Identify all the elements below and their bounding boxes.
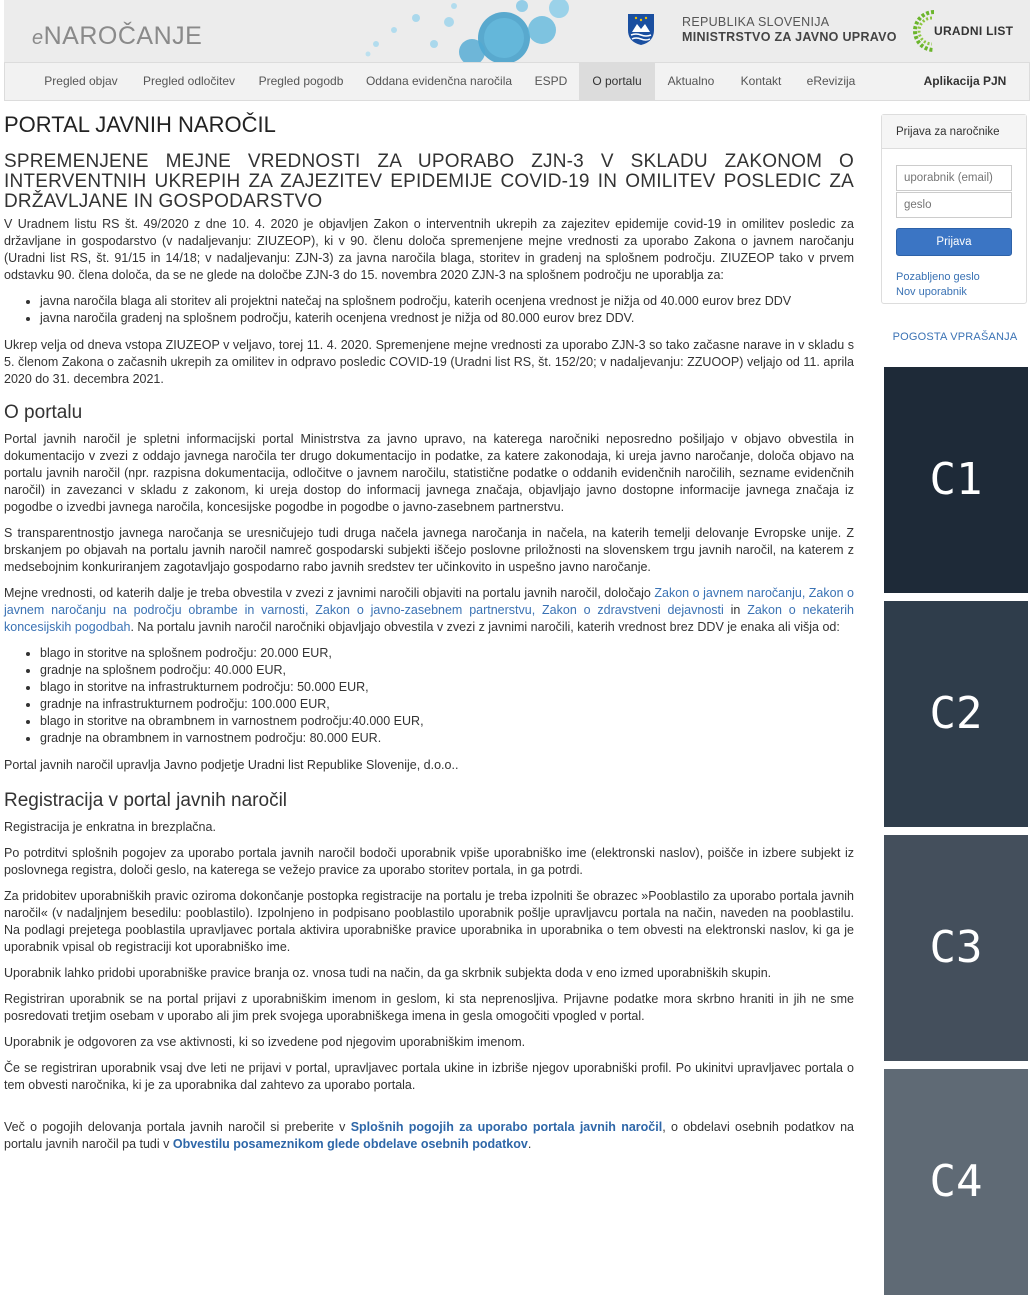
forgot-password-link[interactable]: Pozabljeno geslo (896, 271, 980, 283)
banner-c3[interactable]: C3 (884, 835, 1028, 1061)
username-input[interactable] (896, 165, 1012, 191)
registration-paragraph-6: Uporabnik je odgovoren za vse aktivnosti, ki so izvedene pod njegovim uporabniškim imenom. (4, 1035, 526, 1049)
about-paragraph-1: Portal javnih naročil je spletni informacijski portal Ministrstva za javno upravo, na katerega naročniki neposredno pošiljajo v objavo obvestila in dokumentacijo v zvezi z oddajo javnega naročila ter drugo dokumentacijo in podatke, za katere zakonodaja, ki ureja javno naročanje, določa objavo na portalu javnih naročil (npr. razpisna dokumentacija, odločitve o javnem naročilu, statistične podatke o oddanih evidenčnih naročilih, sezname evidenčnih naročil) in zavezanci v skladu z zakonom, ki ureja dostop do informacij javnega značaja, objavljajo javno dostopne informacije javnega značaja iz pogodbe o izvedbi javnega naročila, koncesijske pogodbe in pogodbe o javno-zasebnem partnerstvu. (4, 432, 854, 514)
nav-kontakt[interactable]: Kontakt (740, 74, 782, 88)
about-heading: O portalu (4, 402, 83, 423)
list-item: • javna naročila blaga ali storitev ali projektni natečaj na splošnem področju, katerih ocenjena vrednost je nižja od 40.000 eurov brez DDV (40, 293, 854, 310)
nav-erevizija[interactable]: eRevizija (806, 74, 856, 88)
notice-paragraph-2: Ukrep velja od dneva vstopa ZIUZEOP v veljavo, torej 11. 4. 2020. Spremenjene mejne vrednosti za uporabo ZJN-3 so tako začasne narave in v skladu s 5. členom Zakona o začasnih ukrepih za omilitev in odpravo posledic COVID-19 (Uradni list RS, št. 152/20; v nadaljevanju: ZZUOOP) veljajo od 11. aprila 2020 do 31. decembra 2021. (4, 338, 854, 386)
slovenia-crest-icon (626, 12, 656, 46)
nav-oddana-evidencna-narocila[interactable]: Oddana evidenčna naročila (365, 74, 513, 88)
nav-pregled-odlocitev[interactable]: Pregled odločitev (142, 74, 236, 88)
nav-aktualno[interactable]: Aktualno (667, 74, 715, 88)
registration-heading: Registracija v portal javnih naročil (4, 790, 288, 811)
registration-paragraph-1: Registracija je enkratna in brezplačna. (4, 820, 216, 834)
login-panel (881, 114, 1027, 304)
list-item: • gradnje na splošnem področju: 40.000 EUR, (40, 662, 854, 679)
registration-paragraph-7: Če se registriran uporabnik vsaj dve leti ne prijavi v portal, upravljavec portala ukine in izbriše njegov uporabniški profil. Po ukinitvi upravljavec portala o tem obvesti naročnika, ki je za uporabnika dal zahtevo za uporabo portala. (4, 1061, 854, 1092)
faq-link[interactable]: POGOSTA VPRAŠANJA (892, 331, 1018, 343)
terms-link[interactable]: Splošnih pogojih za uporabo portala javnih naročil (350, 1120, 663, 1134)
concession-law-link[interactable]: Zakon o nekaterih koncesijskih pogodbah (4, 603, 855, 634)
list-item: • javna naročila gradenj na splošnem področju, katerih ocenjena vrednost je nižja od 80.000 eurov brez DDV. (40, 310, 854, 327)
nav-pregled-objav[interactable]: Pregled objav (44, 74, 118, 88)
about-paragraph-2: S transparentnostjo javnega naročanja se uresničujejo tudi druga načela javnega naročanja in načela, na katerih temelji delovanje Evropske unije. Z brskanjem po objavah na portalu javnih naročil namreč gospodarski subjekti iščejo poslovne priložnosti na slovenskem trgu javnih naročil, na katerem z medsebojnim konkuriranjem zagotavljajo gospodarno rabo javnih sredstev ter učinkovito in uspešno javno naročanje. (4, 526, 854, 574)
registration-paragraph-3: Za pridobitev uporabniških pravic oziroma dokončanje postopka registracije na portalu je treba izpolniti še obrazec »Pooblastilo za uporabo portala javnih naročil« (v nadaljnjem besedilu: pooblastilo). Izpolnjeno in podpisano pooblastilo uporabnik pošlje upravljavcu portala na način, naveden na pooblastilu. Na podlagi prejetega pooblastila upravljavec portala aktivira uporabniške pravice uporabnika in uporabnika o tem obvesti na elektronski naslov, ki ga je uporabnik vpisal ob registraciji kot uporabniško ime. (4, 889, 854, 954)
nav-pregled-pogodb[interactable]: Pregled pogodb (258, 74, 344, 88)
about-paragraph-3: Mejne vrednosti, od katerih dalje je treba obvestila v zvezi z javnimi naročili objaviti na portalu javnih naročil, določajo Zakon o javnem naročanju, Zakon o javnem naročanju na področju obrambe in varnosti, Zakon o javno-zasebnem partnerstvu, Zakon o zdravstveni dejavnosti in Zakon o nekaterih koncesijskih pogodbah. Na portalu javnih naročil naročniki objavljajo obvestila v zvezi z javnimi naročili, katerih vrednost brez DDV je enaka ali višja od: (4, 586, 855, 634)
ministry-title: REPUBLIKA SLOVENIJA MINISTRSTVO ZA JAVNO UPRAVO (682, 15, 897, 44)
list-item: • blago in storitve na infrastrukturnem področju: 50.000 EUR, (40, 679, 854, 696)
registration-paragraph-2: Po potrditvi splošnih pogojev za uporabo portala javnih naročil bodoči uporabnik vpiše uporabniško ime (elektronski naslov), poišče in izbere subjekt iz poslovnega registra, določi geslo, na katerega se vežejo pravice za uporabo storitev portala, in ga potrdi. (4, 846, 854, 877)
enarocanje-logo[interactable]: eNAROČANJE (32, 22, 203, 50)
nav-o-portalu[interactable]: O portalu (579, 63, 655, 100)
privacy-notice-link[interactable]: Obvestilu posameznikom glede obdelave osebnih podatkov (172, 1137, 528, 1151)
list-item: • blago in storitve na splošnem področju: 20.000 EUR, (40, 645, 854, 662)
registration-paragraph-5: Registriran uporabnik se na portal prijavi z uporabniškim imenom in geslom, ki sta neprenosljiva. Prijavne podatke mora skrbno hraniti in jih ne sme posredovati tretjim osebam v uporabo ali jim prek svojega uporabniškega imena in gesla omogočiti vpogled v portal. (4, 992, 854, 1023)
nav-espd[interactable]: ESPD (534, 74, 568, 88)
notice-heading: SPREMENJENE MEJNE VREDNOSTI ZA UPORABO ZJN-3 V SKLADU ZAKONOM O INTERVENTNIH UKREPIH ZA ZAJEZITEV EPIDEMIJE COVID-19 IN OMILITEV POSLEDIC ZA DRŽAVLJANE IN GOSPODARSTVO (4, 151, 854, 212)
about-paragraph-4: Portal javnih naročil upravlja Javno podjetje Uradni list Republike Slovenije, d.o.o.. (4, 758, 459, 772)
new-user-link[interactable]: Nov uporabnik (896, 286, 967, 298)
registration-paragraph-4: Uporabnik lahko pridobi uporabniške pravice branja oz. vnosa tudi na način, da ga skrbnik subjekta doda v eno izmed uporabniških skupin. (4, 966, 772, 980)
final-paragraph: Več o pogojih delovanja portala javnih naročil si preberite v Splošnih pogojih za uporabo portala javnih naročil, o obdelavi osebnih podatkov na portalu javnih naročil pa tudi v Obvestilu posameznikom glede obdelave osebnih podatkov. (4, 1120, 854, 1151)
notice-list (40, 293, 854, 327)
banner-c2[interactable]: C2 (884, 601, 1028, 827)
water-drops-decoration (354, 0, 584, 63)
uradni-list-text: URADNI LIST (934, 24, 1014, 38)
login-panel-title: Prijava za naročnike (882, 115, 1026, 149)
notice-paragraph-1: V Uradnem listu RS št. 49/2020 z dne 10. 4. 2020 je objavljen Zakon o interventnih ukrepih za zajezitev epidemije covid-19 in omilitev posledic za državljane in gospodarstvo (v nadaljevanju: ZIUZEOP), ki v 90. členu določa spremenjene mejne vrednosti za uporabo Zakona o javnem naročanju (Uradni list RS, št. 91/15 in 14/18; v nadaljevanju: ZJN-3) za javna naročila blaga, storitev in gradenj na splošnem področju. ZIUZEOP tako v prvem odstavku 90. člena določa, da se ne glede na določbe ZJN-3 do 15. novembra 2020 ZJN-3 na splošnem področju ne uporablja za: (4, 217, 854, 282)
nav-aplikacija-pjn[interactable]: Aplikacija PJN (923, 74, 1007, 88)
login-button[interactable]: Prijava (896, 228, 1012, 256)
banner-c4[interactable]: C4 (884, 1069, 1028, 1295)
page-title: PORTAL JAVNIH NAROČIL (4, 112, 276, 137)
password-input[interactable] (896, 192, 1012, 218)
main-nav (4, 62, 1030, 101)
banner-c1[interactable]: C1 (884, 367, 1028, 593)
list-item: • gradnje na infrastrukturnem področju: 100.000 EUR, (40, 696, 854, 713)
site-header (4, 0, 1030, 63)
law-links[interactable]: Zakon o javnem naročanju, Zakon o javnem naročanju na področju obrambe in varnosti, Zakon o javno-zasebnem partnerstvu, Zakon o zdravstveni dejavnosti (4, 586, 855, 617)
list-item: • gradnje na obrambnem in varnostnem področju: 80.000 EUR. (40, 730, 854, 747)
main-content (4, 112, 854, 1162)
list-item: • blago in storitve na obrambnem in varnostnem področju:40.000 EUR, (40, 713, 854, 730)
threshold-list (40, 645, 854, 747)
